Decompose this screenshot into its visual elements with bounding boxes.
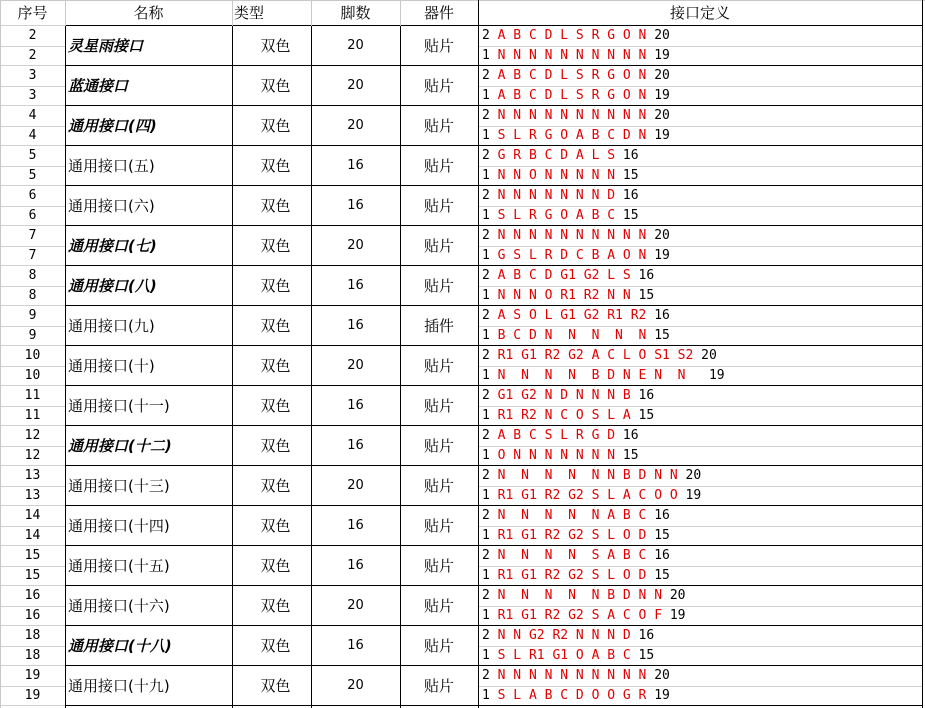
signal-list: N N N N N N N D [497, 188, 623, 203]
cell-index[interactable]: 14 [24, 528, 41, 543]
grid-line [0, 166, 65, 167]
cell-definition[interactable] [482, 186, 639, 206]
cell-name[interactable]: 通用接口(五) [68, 157, 155, 175]
cell-part[interactable]: 贴片 [423, 557, 454, 575]
grid-line [922, 0, 923, 708]
grid-line [0, 246, 65, 247]
pin-start: 1 [482, 208, 498, 223]
signal-list: S L R G O A B C [497, 208, 623, 223]
cell-pins[interactable]: 16 [347, 638, 364, 653]
cell-index[interactable]: 9 [28, 308, 37, 323]
cell-definition[interactable] [482, 346, 717, 366]
signal-list: A B C S L R G D [497, 428, 623, 443]
cell-pins[interactable]: 16 [347, 438, 364, 453]
grid-line [0, 126, 65, 127]
cell-index[interactable]: 12 [24, 448, 41, 463]
grid-line [479, 46, 923, 47]
cell-index[interactable]: 6 [28, 208, 37, 223]
pin-start: 2 [482, 668, 498, 683]
cell-type[interactable]: 双色 [260, 117, 291, 135]
grid-line [0, 326, 65, 327]
cell-index[interactable]: 6 [28, 188, 37, 203]
cell-definition[interactable] [482, 66, 670, 86]
grid-line [65, 26, 66, 708]
pin-end: 19 [701, 368, 725, 383]
cell-name[interactable]: 通用接口(八) [68, 277, 157, 295]
signal-list: O N N N N N N N [497, 448, 623, 463]
cell-part[interactable]: 贴片 [423, 197, 454, 215]
pin-start: 2 [482, 308, 498, 323]
cell-pins[interactable]: 16 [347, 398, 364, 413]
cell-pins[interactable]: 16 [347, 558, 364, 573]
cell-name[interactable]: 通用接口(九) [68, 317, 155, 335]
grid-line [479, 86, 923, 87]
pin-start: 1 [482, 648, 498, 663]
cell-index[interactable]: 11 [24, 388, 41, 403]
pin-end: 16 [622, 188, 639, 203]
cell-part[interactable]: 贴片 [423, 597, 454, 615]
cell-definition[interactable] [482, 286, 654, 306]
cell-index[interactable]: 18 [24, 648, 41, 663]
pin-end: 15 [622, 448, 639, 463]
pin-start: 2 [482, 108, 498, 123]
cell-type[interactable]: 双色 [260, 357, 291, 375]
pin-end: 19 [654, 48, 670, 63]
signal-list: N N O N N N N N [497, 168, 623, 183]
pin-start: 1 [482, 288, 498, 303]
cell-part[interactable]: 贴片 [423, 397, 454, 415]
cell-pins[interactable]: 20 [347, 238, 364, 253]
cell-name[interactable]: 通用接口(十九) [68, 677, 170, 695]
cell-definition[interactable] [482, 666, 670, 686]
signal-list: S L A B C D O O G R [497, 688, 655, 703]
cell-index[interactable]: 3 [28, 68, 37, 83]
signal-list: R1 G1 R2 G2 S L A C O O [497, 488, 686, 503]
pin-end: 16 [638, 628, 655, 643]
cell-index[interactable]: 12 [24, 428, 41, 443]
signal-list: R1 G1 R2 G2 S L O D [497, 568, 655, 583]
cell-type[interactable]: 双色 [260, 77, 291, 95]
cell-pins[interactable]: 20 [347, 38, 364, 53]
cell-definition[interactable] [482, 26, 670, 46]
pin-end: 15 [638, 288, 655, 303]
cell-index[interactable]: 16 [24, 588, 41, 603]
signal-list: N N G2 R2 N N N D [497, 628, 639, 643]
grid-line [311, 26, 312, 708]
pin-start: 2 [482, 268, 498, 283]
pin-start: 1 [482, 168, 498, 183]
cell-definition[interactable] [482, 46, 670, 66]
pin-start: 1 [482, 408, 498, 423]
cell-part[interactable]: 贴片 [423, 477, 454, 495]
cell-index[interactable]: 11 [24, 408, 41, 423]
cell-definition[interactable] [482, 146, 639, 166]
pin-start: 2 [482, 468, 498, 483]
grid-line [65, 0, 66, 26]
cell-name[interactable]: 通用接口(四) [68, 117, 157, 135]
cell-definition[interactable] [482, 546, 670, 566]
signal-list: A S O L G1 G2 R1 R2 [497, 308, 655, 323]
pin-end: 20 [654, 28, 670, 43]
cell-type[interactable]: 双色 [260, 597, 291, 615]
cell-part[interactable]: 贴片 [423, 677, 454, 695]
signal-list: R1 G1 R2 G2 S L O D [497, 528, 655, 543]
cell-definition[interactable] [482, 606, 686, 626]
pin-start: 2 [482, 228, 498, 243]
cell-type[interactable]: 双色 [260, 157, 291, 175]
pin-end: 20 [654, 668, 670, 683]
pin-start: 2 [482, 348, 498, 363]
cell-index[interactable]: 15 [24, 568, 41, 583]
cell-index[interactable]: 16 [24, 608, 41, 623]
cell-part[interactable]: 贴片 [423, 277, 454, 295]
signal-list: N N N N N N N N N N [497, 48, 655, 63]
cell-name[interactable]: 通用接口(十三) [68, 477, 170, 495]
signal-list: N N N N N A B C [497, 508, 655, 523]
grid-line [0, 566, 65, 567]
signal-list: N N N N N N N N N N [497, 108, 655, 123]
cell-index[interactable]: 2 [28, 28, 37, 43]
signal-list: N N N N N N N N N N [497, 228, 655, 243]
pin-end: 16 [638, 388, 655, 403]
grid-line [0, 0, 1, 708]
cell-index[interactable]: 5 [28, 168, 37, 183]
cell-name[interactable]: 灵星雨接口 [68, 37, 144, 55]
signal-list: R1 G1 R2 G2 A C L O S1 S2 [497, 348, 702, 363]
cell-part[interactable]: 贴片 [423, 157, 454, 175]
pin-start: 2 [482, 588, 498, 603]
header-name[interactable]: 名称 [133, 4, 164, 22]
cell-pins[interactable]: 20 [347, 78, 364, 93]
pin-start: 1 [482, 128, 498, 143]
cell-definition[interactable] [482, 386, 654, 406]
signal-list: A B C D L S R G O N [497, 28, 655, 43]
cell-part[interactable]: 贴片 [423, 237, 454, 255]
pin-start: 2 [482, 628, 498, 643]
signal-list: N N N N N N N N N N [497, 668, 655, 683]
pin-start: 2 [482, 148, 498, 163]
header-type[interactable]: 类型 [234, 4, 265, 22]
pin-end: 15 [622, 168, 639, 183]
cell-definition[interactable] [482, 626, 654, 646]
cell-index[interactable]: 10 [24, 348, 41, 363]
signal-list: R1 G1 R2 G2 S A C O F [497, 608, 670, 623]
cell-name[interactable]: 通用接口(七) [68, 237, 157, 255]
pin-start: 1 [482, 528, 498, 543]
grid-line [0, 526, 65, 527]
cell-definition[interactable] [482, 226, 670, 246]
grid-line [479, 286, 923, 287]
cell-type[interactable]: 双色 [260, 517, 291, 535]
header-index[interactable]: 序号 [17, 4, 48, 22]
pin-end: 15 [654, 328, 670, 343]
pin-end: 16 [622, 428, 639, 443]
signal-list: A B C D L S R G O N [497, 88, 655, 103]
grid-line [479, 686, 923, 687]
cell-type[interactable]: 双色 [260, 477, 291, 495]
signal-list: N N N N N B D N N [497, 588, 670, 603]
grid-line [400, 26, 401, 708]
pin-end: 19 [654, 248, 670, 263]
grid-line [311, 0, 312, 26]
pin-end: 16 [622, 148, 639, 163]
cell-name[interactable]: 通用接口(十一) [68, 397, 170, 415]
cell-type[interactable]: 双色 [260, 237, 291, 255]
cell-definition[interactable] [482, 646, 654, 666]
grid-line [400, 0, 401, 26]
cell-pins[interactable]: 20 [347, 118, 364, 133]
grid-line [0, 686, 65, 687]
cell-pins[interactable]: 20 [347, 358, 364, 373]
grid-line [0, 46, 65, 47]
grid-line [478, 0, 479, 708]
cell-definition[interactable] [482, 306, 670, 326]
pin-start: 2 [482, 188, 498, 203]
pin-end: 15 [622, 208, 639, 223]
cell-pins[interactable]: 16 [347, 198, 364, 213]
cell-index[interactable]: 4 [28, 108, 37, 123]
grid-line [0, 446, 65, 447]
pin-start: 1 [482, 448, 498, 463]
cell-pins[interactable]: 20 [347, 478, 364, 493]
cell-definition[interactable] [482, 506, 670, 526]
cell-part[interactable]: 贴片 [423, 37, 454, 55]
header-part[interactable]: 器件 [423, 4, 454, 22]
cell-part[interactable]: 贴片 [423, 117, 454, 135]
pin-end: 20 [701, 348, 717, 363]
pin-start: 2 [482, 388, 498, 403]
pin-end: 16 [638, 268, 655, 283]
grid-line [0, 646, 65, 647]
pin-end: 15 [638, 648, 655, 663]
cell-definition[interactable] [482, 566, 670, 586]
cell-type[interactable]: 双色 [260, 637, 291, 655]
cell-type[interactable]: 双色 [260, 397, 291, 415]
grid-line [65, 705, 923, 706]
cell-pins[interactable]: 16 [347, 318, 364, 333]
cell-name[interactable]: 蓝通接口 [68, 77, 129, 95]
pin-start: 1 [482, 48, 498, 63]
cell-part[interactable]: 贴片 [423, 437, 454, 455]
cell-type[interactable]: 双色 [260, 317, 291, 335]
pin-start: 1 [482, 688, 498, 703]
grid-line [479, 606, 923, 607]
header-pins[interactable]: 脚数 [340, 4, 371, 22]
cell-index[interactable]: 7 [28, 228, 37, 243]
grid-line [479, 646, 923, 647]
signal-list: R1 R2 N C O S L A [497, 408, 639, 423]
pin-end: 19 [654, 88, 670, 103]
pin-end: 20 [654, 68, 670, 83]
signal-list: S L R G O A B C D N [497, 128, 655, 143]
cell-name[interactable]: 通用接口(十五) [68, 557, 170, 575]
cell-index[interactable]: 9 [28, 328, 37, 343]
cell-definition[interactable] [482, 466, 701, 486]
pin-end: 20 [669, 588, 686, 603]
cell-index[interactable]: 2 [28, 48, 37, 63]
cell-index[interactable]: 10 [24, 368, 41, 383]
pin-end: 20 [685, 468, 702, 483]
cell-type[interactable]: 双色 [260, 277, 291, 295]
grid-line [0, 606, 65, 607]
cell-part[interactable]: 插件 [423, 317, 454, 335]
pin-start: 1 [482, 368, 498, 383]
grid-line [479, 366, 923, 367]
pin-start: 1 [482, 488, 498, 503]
pin-end: 19 [654, 128, 670, 143]
cell-index[interactable]: 14 [24, 508, 41, 523]
pin-end: 19 [669, 608, 686, 623]
cell-name[interactable]: 通用接口(六) [68, 197, 155, 215]
signal-list: G1 G2 N D N N N B [497, 388, 639, 403]
cell-index[interactable]: 13 [24, 468, 41, 483]
grid-line [479, 566, 923, 567]
cell-type[interactable]: 双色 [260, 37, 291, 55]
pin-start: 2 [482, 428, 498, 443]
grid-line [479, 126, 923, 127]
cell-part[interactable]: 贴片 [423, 637, 454, 655]
pin-end: 16 [654, 308, 670, 323]
grid-line [479, 446, 923, 447]
grid-line [479, 246, 923, 247]
cell-definition[interactable] [482, 106, 670, 126]
cell-definition[interactable] [482, 406, 654, 426]
cell-type[interactable]: 双色 [260, 197, 291, 215]
cell-part[interactable]: 贴片 [423, 77, 454, 95]
grid-line [0, 86, 65, 87]
cell-type[interactable]: 双色 [260, 557, 291, 575]
cell-index[interactable]: 8 [28, 288, 37, 303]
cell-index[interactable]: 13 [24, 488, 41, 503]
grid-line [479, 206, 923, 207]
cell-name[interactable]: 通用接口(十四) [68, 517, 170, 535]
pin-end: 19 [685, 488, 702, 503]
grid-line [0, 206, 65, 207]
cell-pins[interactable]: 16 [347, 158, 364, 173]
cell-index[interactable]: 19 [24, 688, 41, 703]
cell-part[interactable]: 贴片 [423, 517, 454, 535]
cell-part[interactable]: 贴片 [423, 357, 454, 375]
signal-list: N N N O R1 R2 N N [497, 288, 639, 303]
grid-line [232, 26, 233, 708]
pin-start: 1 [482, 328, 498, 343]
cell-definition[interactable] [482, 266, 654, 286]
pin-start: 2 [482, 28, 498, 43]
cell-definition[interactable] [482, 246, 670, 266]
pin-end: 16 [654, 508, 670, 523]
cell-type[interactable]: 双色 [260, 677, 291, 695]
pin-end: 20 [654, 108, 670, 123]
grid-line [0, 366, 65, 367]
cell-name[interactable]: 通用接口(十二) [68, 437, 172, 455]
cell-pins[interactable]: 20 [347, 598, 364, 613]
pin-start: 1 [482, 608, 498, 623]
pin-end: 16 [654, 548, 670, 563]
header-definition[interactable]: 接口定义 [669, 4, 730, 22]
cell-index[interactable]: 18 [24, 628, 41, 643]
cell-index[interactable]: 15 [24, 548, 41, 563]
pin-start: 2 [482, 68, 498, 83]
signal-list: G R B C D A L S [497, 148, 623, 163]
cell-definition[interactable] [482, 686, 670, 706]
pin-end: 19 [654, 688, 670, 703]
cell-definition[interactable] [482, 86, 670, 106]
pin-start: 1 [482, 568, 498, 583]
cell-definition[interactable] [482, 366, 725, 386]
pin-end: 20 [654, 228, 670, 243]
pin-end: 15 [638, 408, 655, 423]
pin-start: 1 [482, 248, 498, 263]
cell-definition[interactable] [482, 586, 686, 606]
cell-index[interactable]: 7 [28, 248, 37, 263]
signal-list: N N N N S A B C [497, 548, 655, 563]
cell-definition[interactable] [482, 446, 639, 466]
cell-definition[interactable] [482, 206, 639, 226]
grid-line [232, 0, 233, 26]
cell-name[interactable]: 通用接口(十八) [68, 637, 172, 655]
grid-line [0, 406, 65, 407]
cell-definition[interactable] [482, 126, 670, 146]
signal-list: S L R1 G1 O A B C [497, 648, 639, 663]
pin-start: 2 [482, 508, 498, 523]
cell-name[interactable]: 通用接口(十六) [68, 597, 170, 615]
signal-list: A B C D G1 G2 L S [497, 268, 639, 283]
cell-pins[interactable]: 16 [347, 518, 364, 533]
grid-line [479, 486, 923, 487]
pin-end: 15 [654, 528, 670, 543]
cell-index[interactable]: 5 [28, 148, 37, 163]
grid-line [0, 486, 65, 487]
cell-name[interactable]: 通用接口(十) [68, 357, 155, 375]
cell-definition[interactable] [482, 426, 639, 446]
cell-definition[interactable] [482, 166, 639, 186]
cell-definition[interactable] [482, 526, 670, 546]
signal-list: N N N N N N B D N N [497, 468, 686, 483]
cell-index[interactable]: 8 [28, 268, 37, 283]
cell-pins[interactable]: 16 [347, 278, 364, 293]
cell-definition[interactable] [482, 486, 701, 506]
pin-start: 1 [482, 88, 498, 103]
cell-definition[interactable] [482, 326, 670, 346]
signal-list: G S L R D C B A O N [497, 248, 655, 263]
cell-type[interactable]: 双色 [260, 437, 291, 455]
grid-line [479, 166, 923, 167]
pin-start: 2 [482, 548, 498, 563]
cell-index[interactable]: 3 [28, 88, 37, 103]
grid-line [479, 526, 923, 527]
signal-list: A B C D L S R G O N [497, 68, 655, 83]
grid-line [479, 326, 923, 327]
signal-list: N N N N B D N E N N [497, 368, 702, 383]
signal-list: B C D N N N N N [497, 328, 655, 343]
cell-pins[interactable]: 20 [347, 678, 364, 693]
cell-index[interactable]: 19 [24, 668, 41, 683]
grid-line [0, 286, 65, 287]
grid-line [479, 406, 923, 407]
cell-index[interactable]: 4 [28, 128, 37, 143]
pin-end: 15 [654, 568, 670, 583]
grid-line [0, 705, 65, 706]
